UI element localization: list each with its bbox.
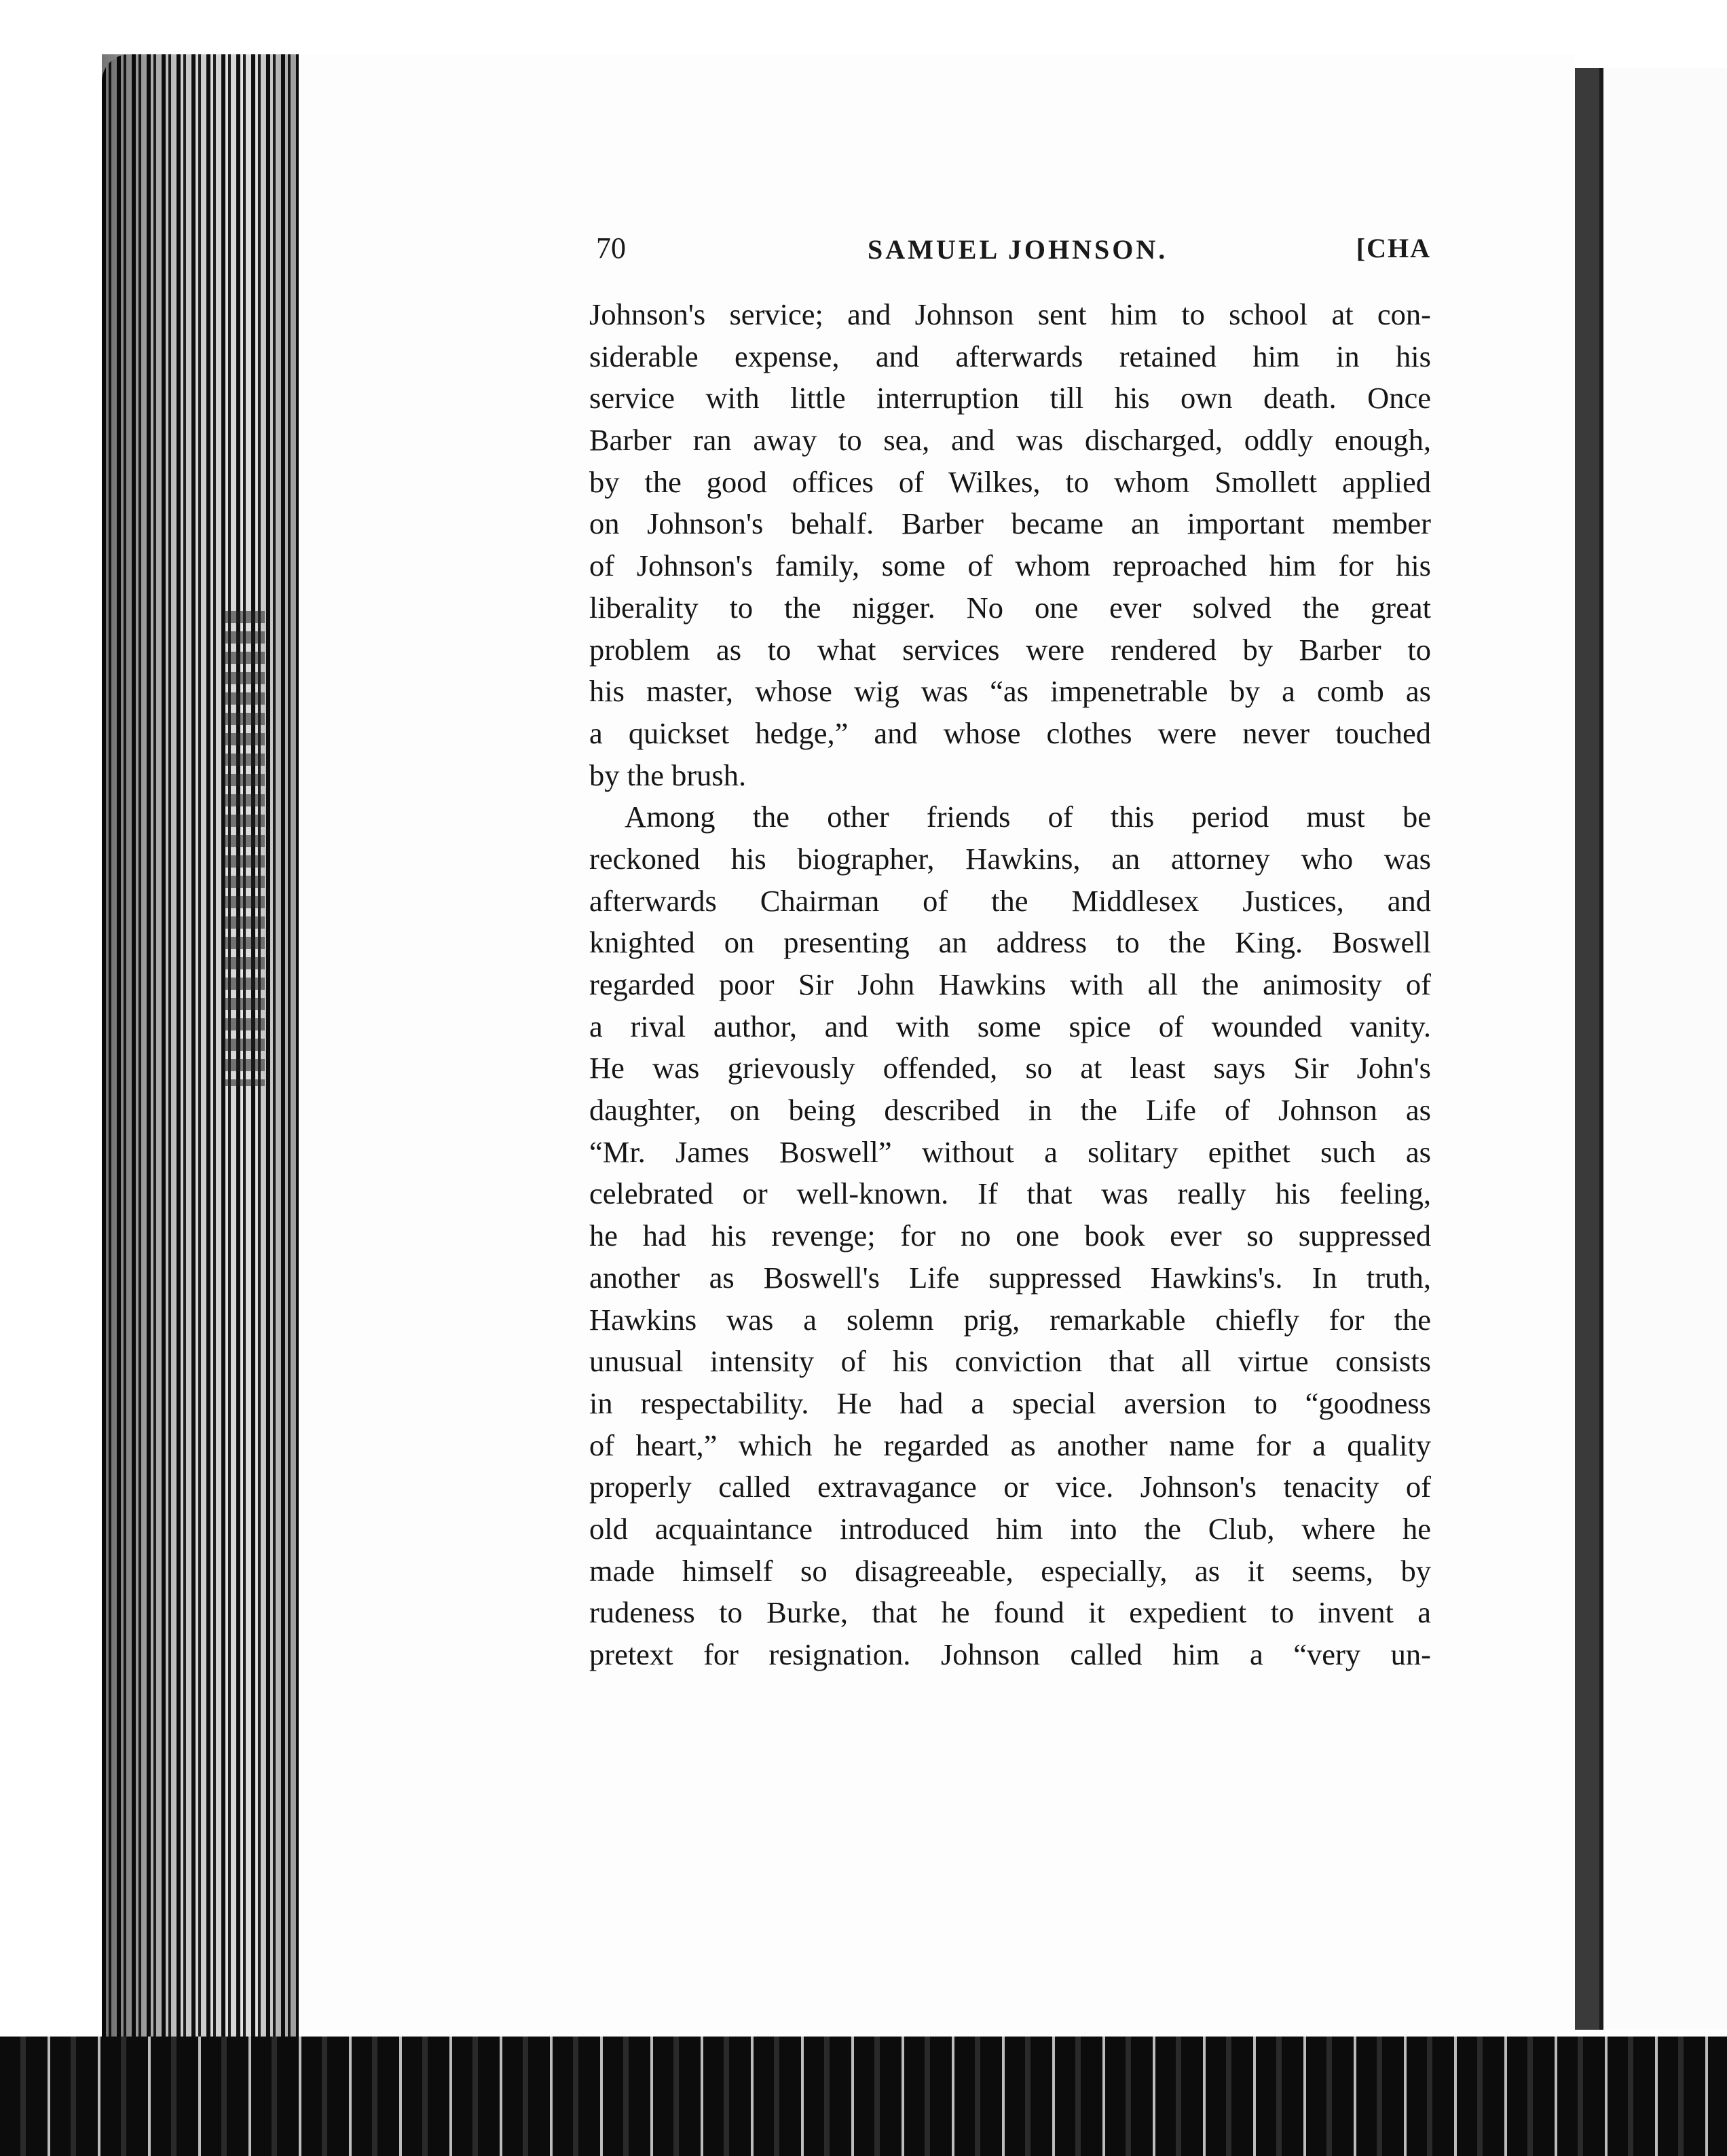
running-head: [596, 231, 1431, 272]
text-line: reckoned his biographer, Hawkins, an attorney who was: [589, 841, 1431, 876]
text-line: unusual intensity of his conviction that all virtue consists: [589, 1344, 1431, 1379]
text-line: properly called extravagance or vice. Johnson's tenacity of: [589, 1470, 1431, 1504]
left-margin: [0, 54, 102, 2037]
text-line: made himself so disagreeable, especially, as it seems, by: [589, 1553, 1431, 1588]
text-line: another as Boswell's Life suppressed Hawkins's. In truth,: [589, 1260, 1431, 1295]
paragraph: [589, 294, 1431, 796]
running-title: SAMUEL JOHNSON.: [868, 234, 1168, 265]
text-line: celebrated or well-known. If that was really his feeling,: [589, 1176, 1431, 1211]
text-line: a quickset hedge,” and whose clothes were never touched: [589, 715, 1431, 750]
page-stack-shade: [102, 54, 299, 2037]
body-text: [589, 294, 1431, 1676]
text-line: daughter, on being described in the Life of Johnson as: [589, 1093, 1431, 1128]
text-line: liberality to the nigger. No one ever solved the great: [589, 590, 1431, 625]
text-line: siderable expense, and afterwards retained him in his: [589, 339, 1431, 373]
top-margin: [0, 0, 1727, 54]
text-line: by the good offices of Wilkes, to whom Smollett applied: [589, 464, 1431, 499]
text-line: a rival author, and with some spice of wounded vanity.: [589, 1009, 1431, 1043]
text-line: old acquaintance introduced him into the Club, where he: [589, 1511, 1431, 1546]
chapter-marker: [CHA: [1356, 233, 1431, 263]
paragraph: [589, 796, 1431, 1675]
spine-lettering-smudge: [224, 611, 265, 1086]
text-line: rudeness to Burke, that he found it expedient to invent a: [589, 1595, 1431, 1630]
text-line: Hawkins was a solemn prig, remarkable chiefly for the: [589, 1302, 1431, 1337]
page-number: 70: [596, 231, 626, 265]
page-gutter: [1575, 68, 1599, 2030]
facing-page: [1599, 68, 1727, 2030]
text-line: in respectability. He had a special aversion to “goodness: [589, 1386, 1431, 1420]
text-line: Barber ran away to sea, and was discharged, oddly enough,: [589, 423, 1431, 458]
text-line: Johnson's service; and Johnson sent him to school at con-: [589, 297, 1431, 331]
text-line: of Johnson's family, some of whom reproached him for his: [589, 549, 1431, 583]
text-line: regarded poor Sir John Hawkins with all the animosity of: [589, 967, 1431, 1001]
text-line: on Johnson's behalf. Barber became an important member: [589, 506, 1431, 541]
text-line: problem as to what services were rendered by Barber to: [589, 632, 1431, 667]
text-line: knighted on presenting an address to the King. Boswell: [589, 925, 1431, 960]
text-line: he had his revenge; for no one book ever so suppressed: [589, 1219, 1431, 1253]
text-line: “Mr. James Boswell” without a solitary epithet such as: [589, 1134, 1431, 1169]
text-line: afterwards Chairman of the Middlesex Justices, and: [589, 883, 1431, 918]
text-line: his master, whose wig was “as impenetrable by a comb as: [589, 674, 1431, 709]
text-line: Among the other friends of this period must be: [625, 800, 1431, 834]
text-line: service with little interruption till his own death. Once: [589, 381, 1431, 415]
text-line: by the brush.: [589, 758, 747, 792]
bottom-edge: [0, 2037, 1727, 2156]
facing-page-edge: [1599, 68, 1603, 2030]
text-line: of heart,” which he regarded as another name for a quality: [589, 1428, 1431, 1462]
text-line: He was grievously offended, so at least says Sir John's: [589, 1051, 1431, 1085]
text-line: pretext for resignation. Johnson called him a “very un-: [589, 1637, 1431, 1671]
